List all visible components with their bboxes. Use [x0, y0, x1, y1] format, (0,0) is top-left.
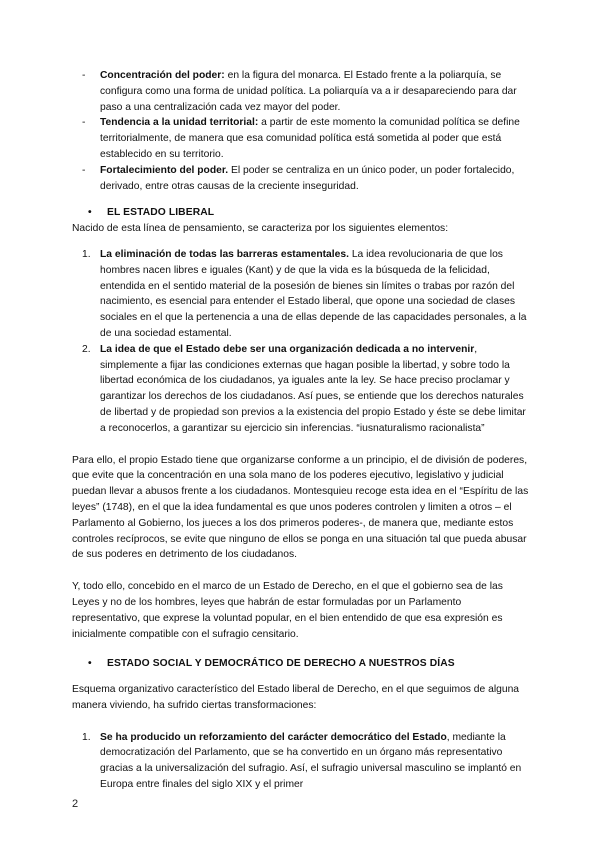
item-number: 2.	[82, 343, 91, 355]
list-item	[82, 163, 532, 195]
item-text: La idea revolucionaria de que los hombres nacen libres e iguales (Kant) y de que la vida es la búsqueda de la felicidad, entendida en el sentido material de la posesión de bienes sin límites o trabas por razón del nacimiento, es esencial para entender el Estado liberal, que opone una sociedad de clases sociales en el que la pertenencia a una de ellas depende de las capacidades personales, a la de una sociedad estamental.	[100, 248, 527, 339]
paragraph: Para ello, el propio Estado tiene que organizarse conforme a un principio, el de división de poderes, que evite que la concentración en una sola mano de los poderes ejecutivo, legislativo y judicial puedan llevar a abusos frente a los ciudadanos. Montesquieu recoge esta idea en el “Espíritu de las leyes” (1748), en el que la idea fundamental es que unos poderes controlen y limiten a otros – el Parlamento al Gobierno, los jueces a los dos primeros poderes-, de manera que, mediante estos controles recíprocos, se evite que ninguno de ellos se ponga en una situación tal que pueda abusar de sus poderes en detrimento de los ciudadanos.	[72, 454, 529, 561]
item-bold: Fortalecimiento del poder.	[100, 164, 229, 176]
page-number: 2	[72, 798, 79, 810]
item-bold: Se ha producido un reforzamiento del carácter democrático del Estado	[100, 731, 447, 743]
bullet-icon: •	[88, 658, 92, 670]
section-intro: Nacido de esta línea de pensamiento, se caracteriza por los siguientes elementos:	[72, 223, 449, 235]
list-item	[82, 247, 532, 342]
item-text: a partir de este momento la comunidad política se define territorialmente, de manera que esa comunidad política está sometida al poder que está establecido en su territorio.	[100, 117, 520, 160]
section-heading-estado-liberal	[72, 205, 532, 221]
list-item	[82, 68, 532, 115]
numbered-list	[82, 247, 532, 437]
item-text: , mediante la democratización del Parlamento, que se ha convertido en un órgano más representativo gracias a la universalización del sufragio. Así, el sufragio universal masculino se implantó en Europa entre finales del siglo XIX y el primer	[100, 731, 522, 791]
heading-text: EL ESTADO LIBERAL	[107, 207, 215, 219]
section-heading-estado-social	[72, 656, 532, 672]
list-item	[82, 342, 532, 437]
paragraph: Y, todo ello, concebido en el marco de un Estado de Derecho, en el que el gobierno sea de las Leyes y no de los hombres, leyes que habrán de estar formuladas por un Parlamento representativo, que exprese la voluntad popular, en el bien entendido de que esa expresión es inicialmente compatible con el sufragio censitario.	[72, 581, 503, 640]
item-number: 1.	[82, 248, 91, 260]
page-content	[72, 68, 532, 793]
item-bold: Tendencia a la unidad territorial:	[100, 117, 259, 129]
item-number: 1.	[82, 731, 91, 743]
item-bold: La eliminación de todas las barreras estamentales.	[100, 248, 349, 260]
heading-text: ESTADO SOCIAL Y DEMOCRÁTICO DE DERECHO A NUESTROS DÍAS	[107, 658, 455, 670]
section-intro: Esquema organizativo característico del Estado liberal de Derecho, en el que seguimos de alguna manera viviendo, ha sufrido ciertas transformaciones:	[72, 684, 520, 711]
item-bold: La idea de que el Estado debe ser una organización dedicada a no intervenir	[100, 343, 475, 355]
characteristics-list	[82, 68, 532, 194]
item-text: El poder se centraliza en un único poder, un poder fortalecido, derivado, entre otras causas de la creciente inseguridad.	[100, 164, 515, 192]
item-bold: Concentración del poder:	[100, 70, 225, 81]
list-item	[82, 115, 532, 162]
list-item	[82, 730, 532, 793]
numbered-list	[82, 730, 532, 793]
item-text: en la figura del monarca. El Estado frente a la poliarquía, se configura como una forma de unidad política. La poliarquía va a ir desapareciendo para dar paso a una centralización cada vez mayor del poder.	[100, 70, 517, 113]
bullet-icon: •	[88, 207, 92, 219]
item-text: , simplemente a fijar las condiciones externas que hagan posible la libertad, y sobre todo la libertad económica de los ciudadanos, ya iguales ante la ley. Se hace preciso proclamar y garantizar los derechos de los ciudadanos. Así pues, se entiende que los derechos naturales de libertad y de propiedad son previos a la existencia del propio Estado y éste se debe limitar a reconocerlos, a garantizar su ejercicio sin inferencias. “iusnaturalismo racionalista”	[100, 343, 526, 434]
